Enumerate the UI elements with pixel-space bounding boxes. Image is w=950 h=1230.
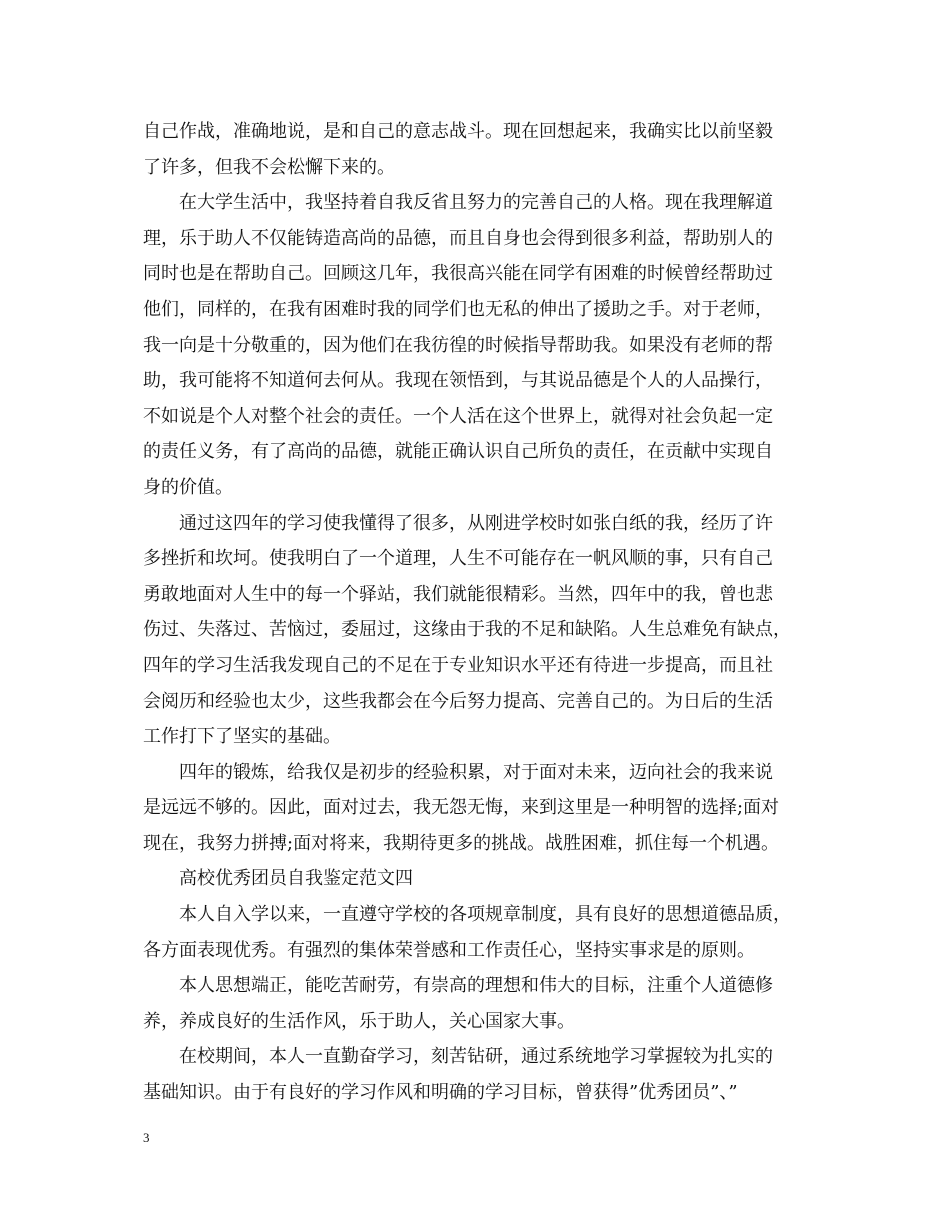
text-line: 四年的锻炼，给我仅是初步的经验积累，对于面对未来，迈向社会的我来说 [143,761,773,783]
text-line: 多挫折和坎坷。使我明白了一个道理，人生不可能存在一帆风顺的事，只有自己 [143,548,773,570]
text-line: 现在，我努力拼搏;面对将来，我期待更多的挑战。战胜困难，抓住每一个机遇。 [143,832,780,854]
page-number: 3 [143,1130,150,1145]
text-line: 各方面表现优秀。有强烈的集体荣誉感和工作责任心，坚持实事求是的原则。 [143,939,755,961]
text-line: 勇敢地面对人生中的每一个驿站，我们就能很精彩。当然，四年中的我，曾也悲 [143,583,773,605]
text-line: 本人自入学以来，一直遵守学校的各项规章制度，具有良好的思想道德品质， [143,904,791,926]
text-line: 工作打下了坚实的基础。 [143,726,341,748]
text-line: 了许多，但我不会松懈下来的。 [143,156,395,178]
text-line: 养，养成良好的生活作风，乐于助人，关心国家大事。 [143,1010,575,1032]
text-line: 在大学生活中，我坚持着自我反省且努力的完善自己的人格。现在我理解道 [143,192,773,214]
text-line: 四年的学习生活我发现自己的不足在于专业知识水平还有待进一步提高，而且社 [143,654,773,676]
text-line: 理，乐于助人不仅能铸造高尚的品德，而且自身也会得到很多利益，帮助别人的 [143,227,773,249]
text-line: 不如说是个人对整个社会的责任。一个人活在这个世界上，就得对社会负起一定 [143,405,773,427]
text-line: 在校期间，本人一直勤奋学习，刻苦钻研，通过系统地学习掌握较为扎实的 [143,1046,773,1068]
text-line: 同时也是在帮助自己。回顾这几年，我很高兴能在同学有困难的时候曾经帮助过 [143,263,773,285]
document-body [143,114,815,1111]
text-line: 我一向是十分敬重的，因为他们在我彷徨的时候指导帮助我。如果没有老师的帮 [143,334,773,356]
text-line: 助，我可能将不知道何去何从。我现在领悟到，与其说品德是个人的人品操行， [143,370,773,392]
text-line: 本人思想端正，能吃苦耐劳，有崇高的理想和伟大的目标，注重个人道德修 [143,975,773,997]
text-line: 会阅历和经验也太少，这些我都会在今后努力提高、完善自己的。为日后的生活 [143,690,773,712]
text-line: 基础知识。由于有良好的学习作风和明确的学习目标，曾获得”优秀团员”、” [143,1082,738,1104]
text-line: 是远远不够的。因此，面对过去，我无怨无悔，来到这里是一种明智的选择;面对 [143,797,780,819]
text-line: 伤过、失落过、苦恼过，委屈过，这缘由于我的不足和缺陷。人生总难免有缺点， [143,619,791,641]
text-line: 他们，同样的，在我有困难时我的同学们也无私的伸出了援助之手。对于老师， [143,298,773,320]
section-heading: 高校优秀团员自我鉴定范文四 [143,868,413,890]
text-line: 自己作战，准确地说，是和自己的意志战斗。现在回想起来，我确实比以前坚毅 [143,121,773,142]
text-line: 通过这四年的学习使我懂得了很多，从刚进学校时如张白纸的我，经历了许 [143,512,773,534]
text-line: 的责任义务，有了高尚的品德，就能正确认识自己所负的责任，在贡献中实现自 [143,441,773,463]
text-line: 身的价值。 [143,476,233,498]
